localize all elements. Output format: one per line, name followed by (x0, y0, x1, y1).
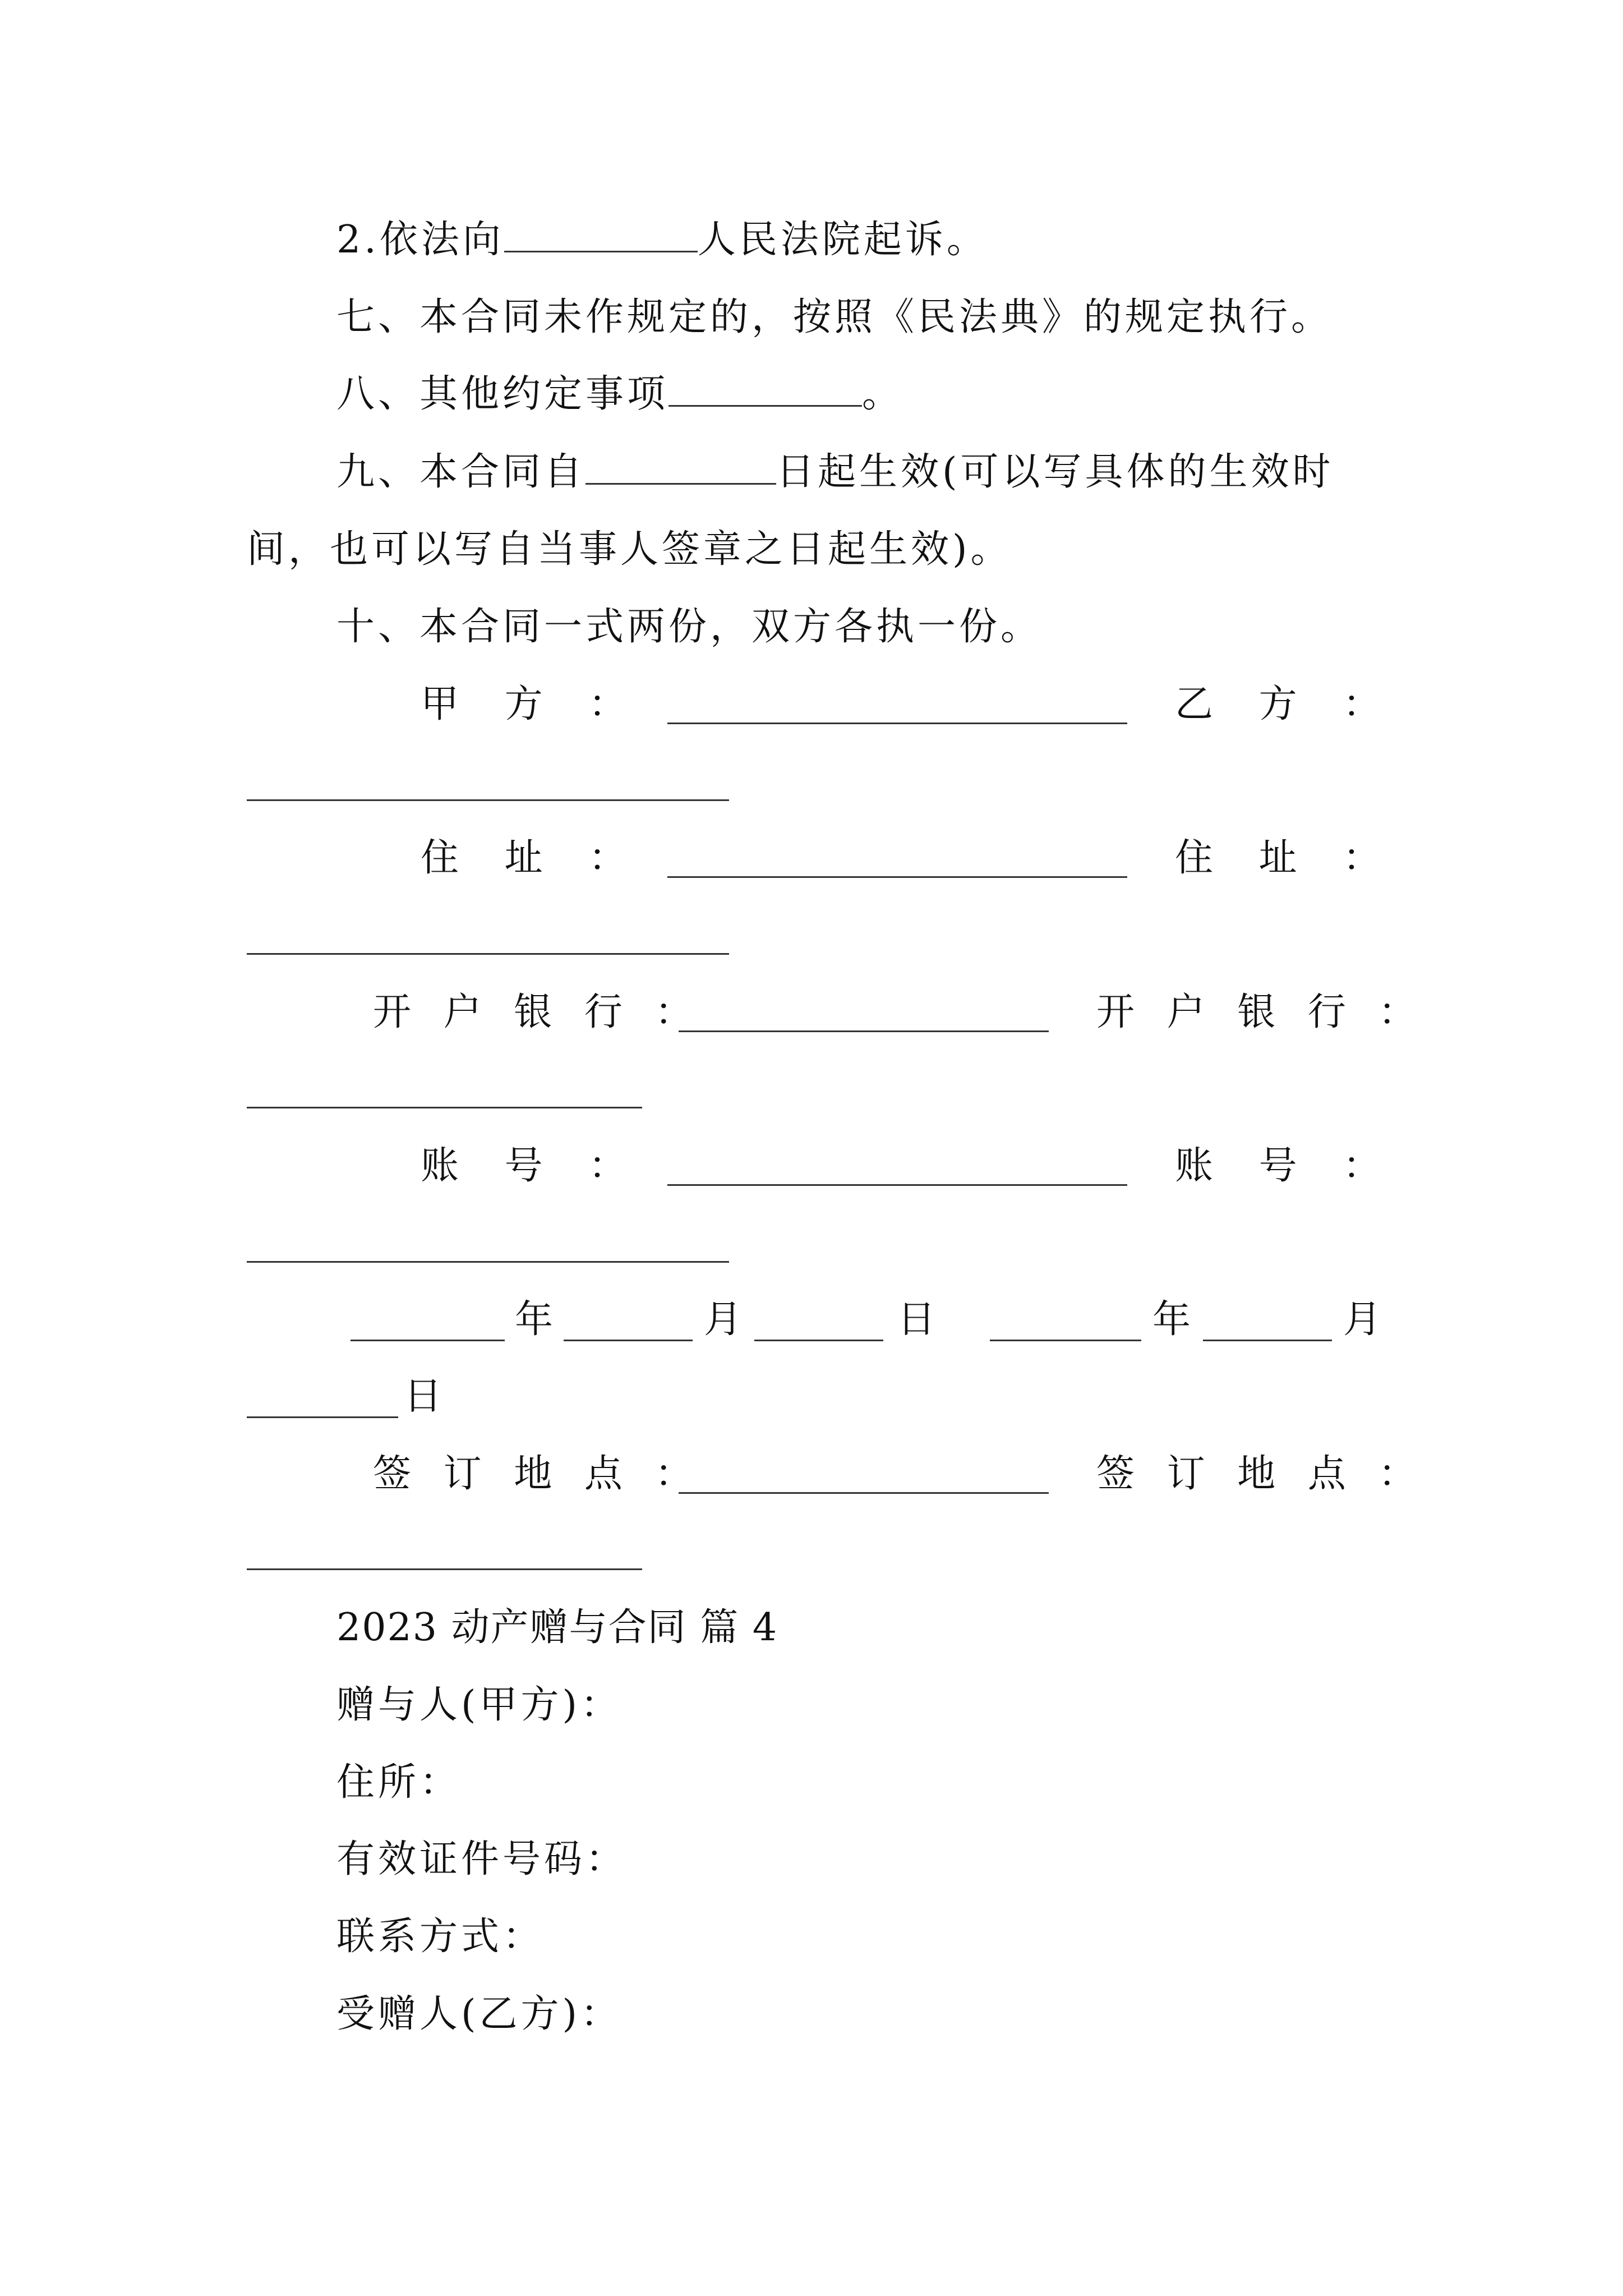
party-a-label: 甲 方 ： (421, 682, 644, 726)
donor-field: 赠与人(甲方)： (336, 1683, 623, 1727)
contact-field: 联系方式： (336, 1915, 545, 1959)
place-b-line (247, 1568, 642, 1570)
address-b-line (247, 953, 729, 955)
clause-10: 十、本合同一式两份，双方各执一份。 (336, 605, 1043, 649)
party-b-label: 乙 方 ： (1175, 682, 1398, 726)
bank-a-line (679, 1030, 1049, 1032)
clause-9 (336, 447, 1623, 498)
date-a-month-label: 月 (704, 1297, 743, 1342)
place-a-line (679, 1492, 1049, 1494)
party-b-line (247, 799, 729, 801)
other-matters-blank (668, 370, 862, 407)
court-blank (504, 216, 698, 252)
address-a-label: 住 址 ： (421, 836, 644, 880)
place-b-label: 签 订 地 点 ： (1096, 1452, 1427, 1496)
bank-b-label: 开 户 银 行 ： (1096, 990, 1427, 1034)
address-b-label: 住 址 ： (1175, 836, 1398, 880)
date-b-month-line (1203, 1340, 1332, 1341)
clause-6-2-after: 人民法院起诉。 (697, 218, 988, 262)
account-b-label: 账 号 ： (1175, 1144, 1398, 1188)
party-a-line (667, 723, 1127, 724)
address-a-line (667, 876, 1127, 878)
clause-8-before: 八、其他约定事项 (336, 372, 669, 416)
account-b-line (247, 1261, 729, 1263)
account-a-line (667, 1184, 1127, 1186)
date-b-year-label: 年 (1152, 1297, 1191, 1342)
bank-b-line (247, 1107, 642, 1108)
section-title: 2023 动产赠与合同 篇 4 (336, 1605, 778, 1650)
date-b-day-label: 日 (404, 1374, 442, 1419)
date-a-day-line (754, 1340, 883, 1341)
date-a-day-label: 日 (897, 1297, 936, 1342)
date-b-day-line (247, 1416, 398, 1418)
effective-date-blank (585, 448, 776, 485)
date-b-year-line (990, 1340, 1141, 1341)
date-a-year-label: 年 (515, 1297, 554, 1342)
clause-8-after: 。 (862, 372, 904, 416)
clause-6-2 (336, 215, 1623, 265)
clause-9-before: 九、本合同自 (336, 450, 586, 494)
date-a-year-line (351, 1340, 505, 1341)
bank-a-label: 开 户 银 行 ： (373, 990, 703, 1034)
account-a-label: 账 号 ： (421, 1144, 644, 1188)
residence-field: 住所： (336, 1760, 462, 1805)
clause-9-line2: 间，也可以写自当事人签章之日起生效)。 (247, 527, 1012, 572)
clause-6-2-before: 2.依法向 (336, 218, 504, 262)
donee-field: 受赠人(乙方)： (336, 1992, 623, 2036)
date-a-month-line (564, 1340, 693, 1341)
date-b-month-label: 月 (1343, 1297, 1382, 1342)
id-number-field: 有效证件号码： (336, 1837, 628, 1881)
clause-8 (336, 369, 1623, 420)
clause-7: 七、本合同未作规定的，按照《民法典》的规定执行。 (336, 295, 1333, 339)
place-a-label: 签 订 地 点 ： (373, 1452, 703, 1496)
clause-9-after: 日起生效(可以写具体的生效时 (776, 450, 1334, 494)
